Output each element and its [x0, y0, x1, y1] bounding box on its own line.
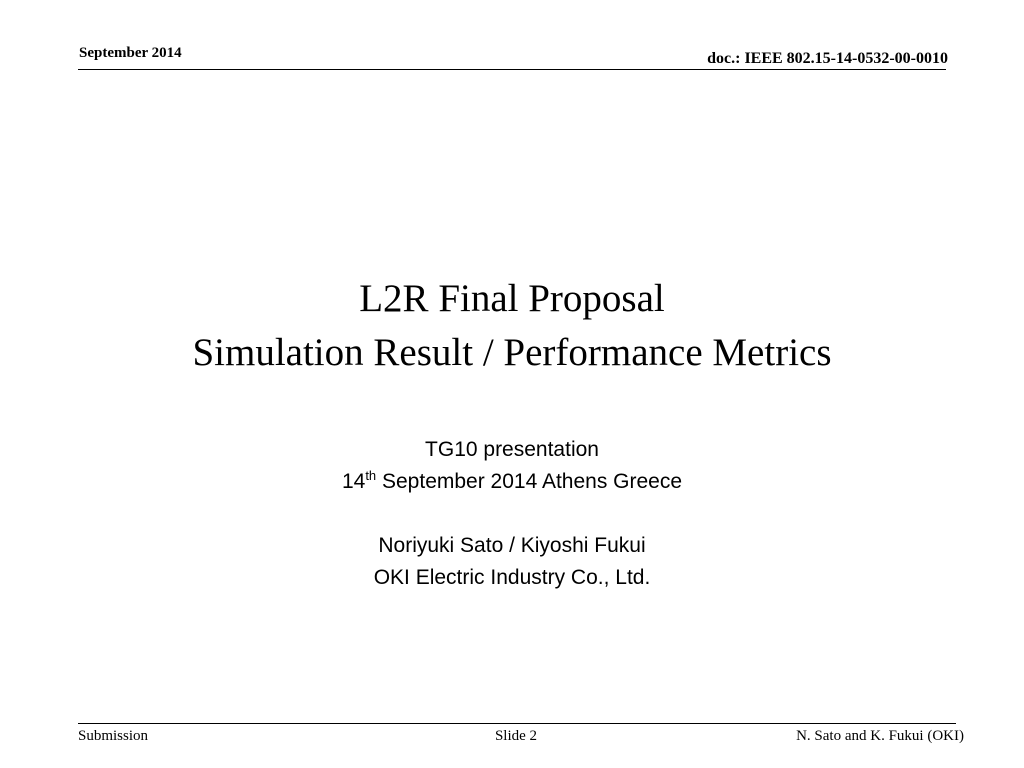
footer-divider — [78, 723, 956, 724]
event-date-rest: September 2014 Athens Greece — [376, 470, 683, 493]
event-date — [0, 466, 1024, 500]
footer-submission: Submission — [78, 728, 149, 744]
title-line-1: L2R Final Proposal — [359, 277, 665, 320]
authors: Noriyuki Sato / Kiyoshi Fukui — [378, 534, 646, 557]
header-date: September 2014 — [79, 45, 182, 61]
slide-title — [0, 272, 1024, 380]
event-date-day: 14 — [341, 470, 366, 493]
footer-slide-number: Slide 2 — [494, 728, 538, 744]
footer-authors: N. Sato and K. Fukui (OKI) — [796, 728, 964, 744]
event-date-suffix: th — [365, 468, 377, 483]
header-divider — [78, 69, 946, 70]
spacer — [0, 500, 1024, 530]
slide-subtitle — [0, 434, 1024, 594]
organization: OKI Electric Industry Co., Ltd. — [373, 566, 651, 589]
event-name: TG10 presentation — [425, 438, 599, 461]
title-line-2: Simulation Result / Performance Metrics — [192, 331, 832, 374]
header-doc-id: doc.: IEEE 802.15-14-0532-00-0010 — [707, 50, 948, 67]
